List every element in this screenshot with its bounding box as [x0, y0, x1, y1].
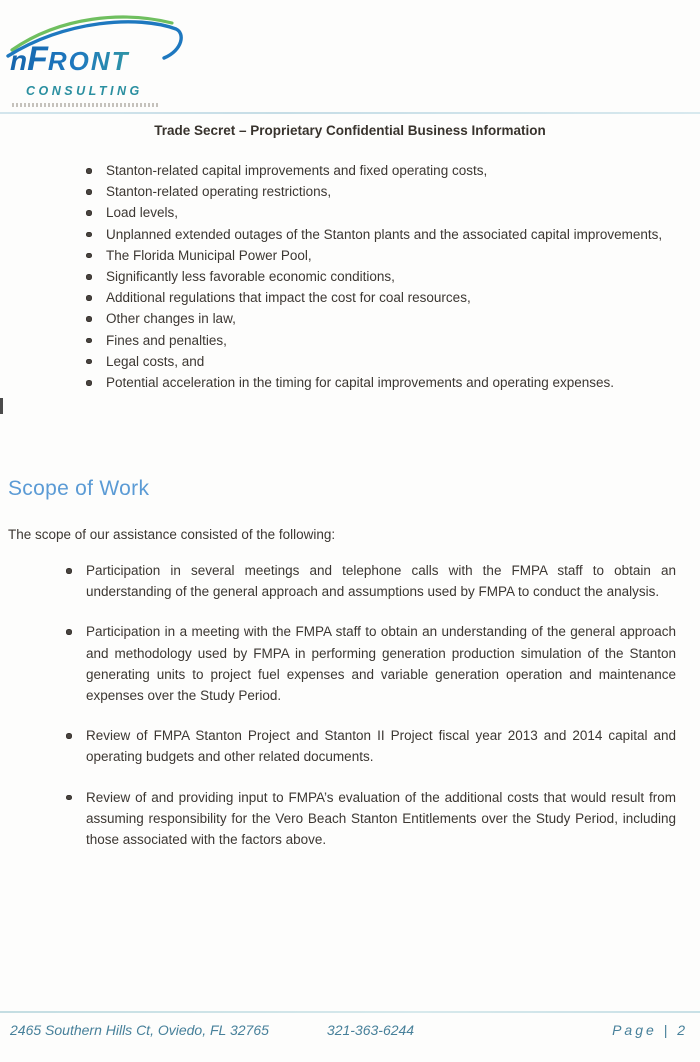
bullet-icon — [64, 725, 86, 767]
footer-address: 2465 Southern Hills Ct, Oviedo, FL 32765 — [10, 1022, 269, 1038]
bullet-text: Review of and providing input to FMPA’s evaluation of the additional costs that would result from assuming responsibility for the Vero Beach Stanton Entitlements over the Study Period, including those associated with the factors above. — [86, 789, 676, 848]
header-divider — [0, 112, 700, 114]
bullet-icon — [84, 266, 106, 287]
scope-item — [64, 621, 676, 706]
bullet-text: Other changes in law, — [106, 311, 236, 327]
bullet-icon — [84, 202, 106, 223]
bullet-icon — [84, 245, 106, 266]
risk-factor-item — [84, 330, 676, 351]
risk-factors-list — [84, 160, 676, 393]
bullet-icon — [84, 224, 106, 245]
logo-subtitle: CONSULTING — [26, 84, 143, 98]
risk-factor-item — [84, 202, 676, 223]
logo-letters-ront: RONT — [47, 46, 130, 76]
bullet-icon — [84, 330, 106, 351]
bullet-icon — [84, 181, 106, 202]
bullet-icon — [64, 621, 86, 706]
nfront-logo — [6, 10, 221, 110]
scope-item — [64, 560, 676, 602]
risk-factor-item — [84, 160, 676, 181]
logo-letter-n: n — [10, 45, 28, 76]
bullet-text: Review of FMPA Stanton Project and Stanton II Project fiscal year 2013 and 2014 capital and operating budgets and other related documents. — [86, 728, 676, 765]
bullet-icon — [64, 560, 86, 602]
bullet-text: Significantly less favorable economic conditions, — [106, 269, 395, 285]
bullet-text: Potential acceleration in the timing for capital improvements and operating expenses. — [106, 375, 615, 391]
bullet-text: Unplanned extended outages of the Stanton plants and the associated capital improvements, — [106, 226, 663, 242]
bullet-text: Stanton-related capital improvements and fixed operating costs, — [106, 163, 488, 178]
bullet-text: Participation in a meeting with the FMPA staff to obtain an understanding of the general approach and methodology used by FMPA in performing generation production simulation of the Stanton generating units to project fuel expenses and variable generation operation and maintenance expenses over the Study Period. — [86, 624, 676, 704]
bullet-text: Legal costs, and — [106, 353, 205, 369]
bullet-icon — [84, 351, 106, 372]
bullet-text: The Florida Municipal Power Pool, — [106, 247, 312, 263]
logo-wordmark — [10, 40, 130, 79]
logo-letter-f: F — [27, 40, 48, 78]
scope-item — [64, 787, 676, 851]
confidentiality-header: Trade Secret – Proprietary Confidential Business Information — [154, 123, 546, 138]
bullet-icon — [84, 308, 106, 329]
section-heading-scope-of-work: Scope of Work — [8, 477, 150, 500]
bullet-text: Participation in several meetings and telephone calls with the FMPA staff to obtain an understanding of the general approach and assumptions used by FMPA to conduct the analysis. — [86, 563, 676, 600]
risk-factor-item — [84, 287, 676, 308]
risk-factor-item — [84, 245, 676, 266]
footer-divider — [0, 1011, 700, 1013]
scan-artifact — [0, 398, 3, 414]
page-footer — [10, 1022, 688, 1038]
risk-factor-item — [84, 181, 676, 202]
risk-factor-item — [84, 308, 676, 329]
risk-factor-item — [84, 372, 676, 393]
bullet-icon — [64, 787, 86, 851]
bullet-text: Load levels, — [106, 205, 179, 221]
bullet-icon — [84, 160, 106, 181]
footer-phone: 321-363-6244 — [326, 1022, 415, 1038]
bullet-icon — [84, 372, 106, 393]
risk-factor-item — [84, 351, 676, 372]
scope-intro-text: The scope of our assistance consisted of the following: — [8, 527, 336, 542]
bullet-text: Stanton-related operating restrictions, — [106, 184, 332, 200]
risk-factor-item — [84, 224, 676, 245]
scope-items-list — [64, 560, 676, 869]
risk-factor-item — [84, 266, 676, 287]
bullet-text: Fines and penalties, — [106, 332, 227, 348]
bullet-text: Additional regulations that impact the cost for coal resources, — [106, 290, 471, 306]
footer-page-number: Page | 2 — [612, 1022, 688, 1038]
bullet-icon — [84, 287, 106, 308]
scope-item — [64, 725, 676, 767]
logo-tagline — [12, 103, 160, 107]
